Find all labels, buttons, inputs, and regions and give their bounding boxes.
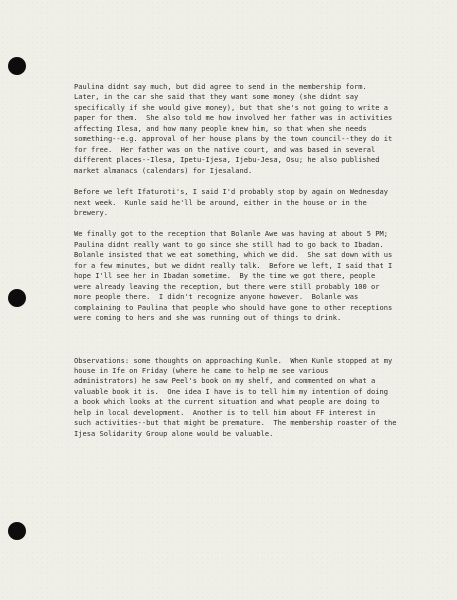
text-line: Paulina didnt really want to go since she still had to go back to Ibadan. (74, 239, 384, 249)
text-line: more people there. I didn't recognize anyone however. Bolanle was (74, 292, 359, 302)
text-line: next week. Kunle said he'll be around, either in the house or in the (74, 197, 367, 207)
text-line: help in local development. Another is to tell him about FF interest in (74, 407, 376, 417)
text-line: a book which looks at the current situation and what people are doing to (74, 397, 380, 407)
paragraph-gap (74, 218, 449, 229)
text-line: complaining to Paulina that people who should have gone to other receptions (74, 302, 393, 312)
paragraph-paulina (74, 82, 449, 176)
text-line: Later, in the car she said that they want some money (she didnt say (74, 92, 359, 102)
binder-hole (8, 522, 26, 540)
text-line: affecting Ilesa, and how many people knew him, so that when she needs (74, 123, 367, 133)
text-line: We finally got to the reception that Bolanle Awe was having at about 5 PM; (74, 229, 388, 239)
paragraph-ifaturoti (74, 187, 449, 218)
text-line: Paulina didnt say much, but did agree to send in the membership form. (74, 82, 367, 91)
paragraph-observations (74, 356, 449, 440)
text-line: for free. Her father was on the native court, and was based in several (74, 144, 376, 154)
text-line: house in Ife on Friday (where he came to help me see various (74, 365, 329, 375)
text-line: different places--Ilesa, Ipetu-Ijesa, Ijebu-Jesa, Osu; he also published (74, 155, 380, 165)
paragraph-gap (74, 324, 449, 356)
text-line: brewery. (74, 207, 108, 217)
text-line: market almanacs (calendars) for Ijesaland. (74, 165, 253, 175)
text-line: something--e.g. approval of her house plans by the town council--they do it (74, 134, 393, 144)
text-line: hope I'll see her in Ibadan sometime. By the time we got there, people (74, 271, 376, 281)
text-line: Bolanle insisted that we eat something, which we did. She sat down with us (74, 250, 393, 260)
text-line: administrators) he saw Peel's book on my shelf, and commented on what a (74, 376, 376, 386)
text-line: Before we left Ifaturoti's, I said I'd probably stop by again on Wednesday (74, 187, 388, 197)
text-line: for a few minutes, but we didnt really talk. Before we left, I said that I (74, 260, 393, 270)
text-line: paper for them. She also told me how involved her father was in activities (74, 113, 393, 123)
text-line: valuable book it is. One idea I have is to tell him my intention of doing (74, 386, 388, 396)
text-line: specifically if she would give money), but that she's not going to write a (74, 102, 388, 112)
text-line: were already leaving the reception, but there were still probably 100 or (74, 281, 380, 291)
text-line: Ijesa Solidarity Group alone would be valuable. (74, 428, 274, 438)
text-line: such activities--but that might be premature. The membership roaster of the (74, 418, 397, 428)
paragraph-gap (74, 176, 449, 187)
text-line: Observations: some thoughts on approaching Kunle. When Kunle stopped at my (74, 355, 393, 365)
paragraph-reception (74, 229, 449, 323)
typed-notes (74, 82, 449, 439)
binder-hole (8, 289, 26, 307)
binder-hole (8, 57, 26, 75)
text-line: were coming to hers and she was running out of things to drink. (74, 313, 342, 323)
